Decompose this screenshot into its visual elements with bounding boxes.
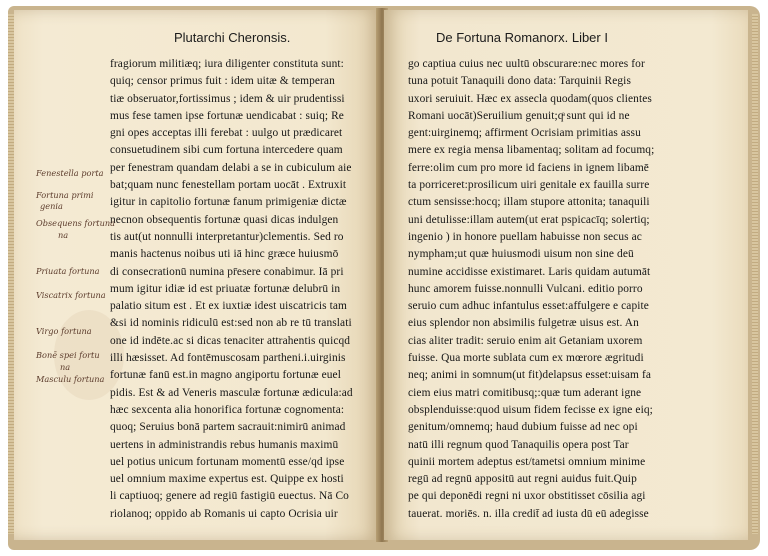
text-line: uni detulisse:illam autem(ut erat pspicacīq; solertiq; — [408, 213, 650, 226]
left-page — [14, 10, 380, 540]
text-line: di consecrationū numina pr̄esere conabimur. Iā pri — [110, 265, 344, 278]
margin-note: Priuata fortuna — [36, 266, 100, 276]
text-line: gni opes acceptas illi ferebat : uulgo ut prædicaret — [110, 127, 343, 140]
text-line: tuna potuit Tanaquili dono data: Tarquinii Regis — [408, 75, 631, 88]
left-running-head: Plutarchi Cheronsis. — [174, 30, 291, 45]
text-line: necnon obsequentis fortunæ quasi dicas indulgen — [110, 213, 339, 226]
text-line: palatio situm est . Et ex iuxtiæ idest uiscatricis tam — [110, 300, 347, 313]
text-line: li captiuoq; genere ad regiū fastigiū euectus. Nā Co — [110, 490, 349, 503]
margin-note: Viscatrix fortuna — [36, 290, 106, 300]
text-line: one id indēte.ac si dicas tenaciter attrahentis quicqd — [110, 334, 351, 347]
text-line: riolanoq; oppido ab Romanis ui capto Ocrisia uir — [110, 507, 338, 520]
text-line: tiæ obseruator,fortissimus ; idem & uir prudentissi — [110, 92, 345, 105]
text-line: mus fese tamen ipse fortunæ uendicabat : suiq; Re — [110, 109, 344, 122]
text-line: quiq; censor primus fuit : idem uitæ & temperan — [110, 75, 335, 88]
text-line: uxori seruiuit. Hæc ex assecla quodam(quos clientes — [408, 92, 652, 105]
margin-note: Fortuna primi — [36, 190, 94, 200]
margin-note: na — [60, 362, 71, 372]
text-line: genitum/omnemq; haud dubium fuisse ad nec opi — [408, 421, 638, 434]
text-line: gent:uirginemq; affirment Ocrisiam primitias assu — [408, 127, 641, 140]
text-line: hunc amorem fuisse.nonnulli Vulcani. editio porro — [408, 282, 643, 295]
text-line: fragiorum militiæq; iura diligenter constituta sunt: — [110, 58, 344, 70]
text-line: manis hactenus noibus uti iā hinc græce huiusmō — [110, 248, 339, 261]
text-line: hæc sexcenta alia honorifica fortunæ cognomenta: — [110, 403, 345, 416]
right-running-head: De Fortuna Romanorx. Liber I — [436, 30, 608, 45]
right-text-block — [408, 56, 654, 523]
text-line: &si id nominis ridiculū est:sed non ab re tū translati — [110, 317, 352, 330]
text-line: neq; animi in somnum(ut fit)delapsus esset:uisam fa — [408, 369, 651, 382]
text-line: uel omnium maxime expertus est. Quippe ex hosti — [110, 473, 344, 486]
text-line: go captiua cuius nec uultū obscurare:nec mores for — [408, 58, 645, 70]
text-line: obsplenduisse:quod uisum fidem fecisse ex igne eiq; — [408, 403, 653, 416]
text-line: uel potius unicum fortunam momentū esse/qd ipse — [110, 455, 345, 468]
text-line: ingenio ) in honore puellam habuisse non secus ac — [408, 230, 642, 243]
text-line: fortunæ fanū est.in magno angiportu fortunæ euel — [110, 369, 341, 382]
text-line: eius splendor non absimilis fulgetræ uisus est. An — [408, 317, 639, 330]
text-line: ta porriceret:prosilicum uiri genitale ex fauilla surre — [408, 179, 650, 192]
margin-note: genia — [40, 201, 63, 211]
margin-note: Virgo fortuna — [36, 326, 92, 336]
margin-note: Bonē spei fortu — [36, 350, 100, 360]
text-line: per fenestram quandam delabi a se in cubiculum aie — [110, 161, 352, 174]
text-line: quoq; Seruius bonā partem sacrauit:nimirū animad — [110, 421, 346, 434]
text-line: regū ad regnū appositū aut regni auidus fuit.Quip — [408, 473, 637, 486]
text-line: mere ex regia mensa libamentaq; solitam ad focumq; — [408, 144, 655, 157]
right-page — [384, 10, 748, 540]
text-line: mum igitur idiæ id est priuatæ fortunæ delubrū in — [110, 282, 341, 295]
left-text-block — [110, 56, 353, 523]
text-line: seruio cum adhuc infantulus esset:affulgere e capite — [408, 300, 649, 313]
text-line: Romani uocāt)Seruilium genuit;qͣ sunt qui id ne — [408, 109, 630, 122]
text-line: numine accidisse existimaret. Laris quidam autumāt — [408, 265, 651, 278]
text-line: tauerat. moriēs. n. illa credit̄ ad iusta dū eū adegisse — [408, 507, 649, 520]
text-line: consuetudinem sibi cum fortuna intercedere quam — [110, 144, 343, 157]
text-line: ctum sensisse:hocq; illam stupore attonita; tanaquili — [408, 196, 650, 209]
text-line: quinii mortem adeptus est/tametsi omnium minime — [408, 455, 646, 468]
text-line: tis aut(ut nonnulli interpretantur)clementis. Sed ro — [110, 230, 344, 243]
text-line: cias aliter tradit: seruio enim ait Getaniam uxorem — [408, 334, 643, 347]
right-page-edge — [752, 14, 758, 534]
text-line: pidis. Est & ad Veneris masculæ fortunæ ædicula:ad — [110, 386, 353, 399]
text-line: uertens in administrandis rebus humanis maximū — [110, 438, 339, 451]
margin-note: na — [58, 230, 69, 240]
text-line: nympham;ut quæ huiusmodi uisum non sine deū — [408, 248, 634, 261]
text-line: ferre:olim cum pro more id faciens in ignem libamē — [408, 161, 649, 174]
text-line: ciem eius matri comitibusq;:quæ tum aderant igne — [408, 386, 642, 399]
text-line: pe qui deponēdi regni ni uxor obstitisset cōsilia agi — [408, 490, 646, 503]
margin-note: Masculu fortuna — [36, 374, 105, 384]
text-line: natū illi regnum quod Tanaquilis opera post Tar — [408, 438, 629, 451]
text-line: fuisse. Qua morte sublata cum ex mœrore ægritudi — [408, 352, 644, 365]
text-line: illi hæsisset. Ad fontēmuscosam partheni.i.uirginis — [110, 352, 346, 365]
text-line: bat;quam nunc fenestellam portam uocāt . Extruxit — [110, 179, 347, 192]
text-line: igitur in capitolio fortunæ fanum primigeniæ dictæ — [110, 196, 347, 209]
margin-note: Obsequens fortuna — [36, 218, 116, 228]
margin-note: Fenestella porta — [36, 168, 104, 178]
